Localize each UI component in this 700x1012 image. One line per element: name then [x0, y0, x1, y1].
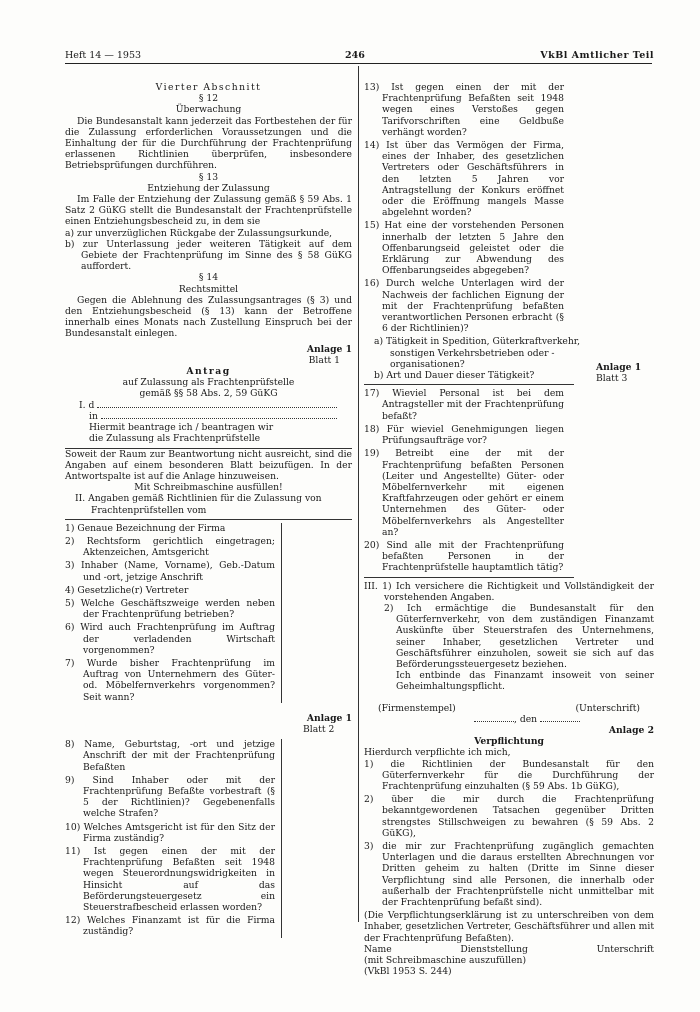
name-label: Name	[364, 943, 392, 955]
question-item: 20) Sind alle mit der Frachtenprüfung befaßten Personen in der Frachtenprüfstelle hauptamtlich tätig?	[364, 539, 564, 574]
question-item: 10) Welches Amtsgericht ist für den Sitz der Firma zuständig?	[65, 821, 275, 844]
signature-row	[364, 703, 654, 714]
question-item: 19) Betreibt eine der mit der Frachtenprüfung befaßten Personen (Leiter und Angestellte) Güter- oder Möbelfernverkehr mit eigenen Kraftfahrzeugen oder gehört er einem Unternehmen des Güter- oder Möbelfernverkehrs als Angestellter an?	[364, 448, 564, 538]
question-item: 2) Rechtsform gerichtlich eingetragen; Aktenzeichen, Amtsgericht	[65, 535, 275, 559]
left-column	[65, 82, 352, 940]
form-in-line	[65, 411, 352, 422]
form-hier1: Hiermit beantrage ich / beantragen wir	[89, 422, 274, 434]
hierdurch: Hierdurch verpflichte ich mich,	[364, 747, 511, 759]
verpflichtung-item: 1) die Richtlinien der Bundesanstalt für den Güterfernverkehr für die Durchführung der Frachtenprüfung einzuhalten (§ 59 Abs. 1b GüKG),	[364, 758, 654, 792]
mit-schreib2: (mit Schreibmaschine auszufüllen)	[364, 955, 527, 967]
item-16b: b) Art und Dauer dieser Tätigkeit?	[374, 370, 535, 382]
p13-title: Entziehung der Zulassung	[147, 182, 270, 194]
p14-text: Gegen die Ablehnung des Zulassungsantrages (§ 3) und den Entziehungsbescheid (§ 13) kann der Betroffene innerhalb eines Monats nach Zustellung Einspruch bei der Bundesanstalt einlegen.	[65, 294, 352, 340]
verpflichtung-items	[364, 759, 654, 909]
item-16a: a) Tätigkeit in Spedition, Güterkraftverkehr, sonstigen Verkehrsbetrieben oder -organisationen?	[374, 336, 581, 370]
iii-3: Ich entbinde das Finanzamt insoweit von seiner Geheimhaltungspflicht.	[396, 670, 654, 693]
antrag-sub1: auf Zulassung als Frachtenprüfstelle	[122, 377, 295, 389]
form-in: in	[89, 410, 98, 422]
form-i-field[interactable]	[97, 407, 337, 408]
items-list-1	[65, 523, 282, 703]
question-item: 7) Wurde bisher Frachtenprüfung im Auftrag von Unternehmern des Güter- od. Möbelfernverkehrs vorgenommen? Seit wann?	[65, 657, 275, 703]
antrag-title: Antrag	[186, 366, 231, 378]
p14-num: § 14	[198, 272, 219, 284]
sign-fields-row	[364, 944, 654, 955]
p13-a: a) zur unverzüglichen Rückgabe der Zulassungsurkunde,	[65, 227, 333, 239]
header-rule	[65, 63, 652, 64]
verpflichtung-title: Verpflichtung	[474, 736, 544, 748]
vkbl-ref: (VkBl 1953 S. 244)	[364, 966, 452, 978]
question-item: 18) Für wieviel Genehmigungen liegen Prüfungsaufträge vor?	[364, 423, 564, 447]
question-item: 9) Sind Inhaber oder mit der Frachtenprüfung Befaßte vorbestraft (§ 5 der Richtlinien)? Gegebenenfalls welche Strafen?	[65, 774, 275, 820]
p13-b: b) zur Unterlassung jeder weiteren Tätigkeit auf dem Gebiete der Frachtenprüfung im Sinne des § 58 GüKG auffordert.	[65, 238, 352, 273]
question-item: 14) Ist über das Vermögen der Firma, eines der Inhaber, des gesetzlichen Vertreters oder Geschäftsführers in den letzten 5 Jahren vor Antragstellung der Konkurs eröffnet oder die Eröffnung mangels Masse abgelehnt worden?	[364, 140, 564, 219]
blatt3-label: Blatt 3	[596, 373, 628, 385]
form-hier2: die Zulassung als Frachtenprüfstelle	[89, 433, 261, 445]
question-item: 12) Welches Finanzamt ist für die Firma zuständig?	[65, 915, 275, 938]
header-journal: VkBl Amtlicher Teil	[540, 50, 654, 61]
verpflichtung-item: 3) die mir zur Frachtenprüfung zugänglich gemachten Unterlagen und die daraus erstellten Abrechnungen vor Dritten geheim zu halten (Dritte im Sinne dieser Verpflichtung sind alle Personen, die innerhalb oder außerhalb der Frachtenprüfstelle nicht unmittelbar mit der Frachtenprüfung befaßt sind).	[364, 841, 654, 909]
form-i-line	[65, 400, 352, 411]
p12-title: Überwachung	[175, 104, 242, 116]
items-list-3	[364, 82, 564, 334]
anlage2-label: Anlage 2	[608, 724, 654, 736]
p14-title: Rechtsmittel	[178, 283, 239, 295]
items-list-4	[364, 388, 564, 573]
iii-2: 2) Ich ermächtige die Bundesanstalt für den Güterfernverkehr, von dem zuständigen Finanzamt Auskünfte über Steuerstrafen des Unternehmens, seiner Inhaber, gesetzlichen Vertreter und Geschäftsführer einzuholen, soweit sie sich auf das Beförderungssteuergesetz beziehen.	[384, 602, 654, 670]
column-divider	[358, 66, 359, 922]
verpflichtung-item: 2) über die mir durch die Frachtenprüfung bekanntgewordenen Tatsachen gegenüber Dritten strengstes Stillschweigen zu bewahren (§ 59 Abs. 2 GüKG),	[364, 794, 654, 839]
blatt1-label: Blatt 1	[308, 354, 340, 366]
iii-1: III. 1) Ich versichere die Richtigkeit und Vollständigkeit der vorstehenden Angaben.	[364, 580, 654, 603]
form-in-field[interactable]	[101, 418, 337, 419]
items-list-2	[65, 739, 282, 937]
den-label: , den	[514, 713, 538, 725]
question-item: 8) Name, Geburtstag, -ort und jetzige Anschrift der mit der Frachtenprüfung Befaßten	[65, 739, 275, 773]
header-page-number: 246	[345, 50, 365, 61]
dienststellung-label: Dienststellung	[460, 943, 528, 955]
unterschrift: (Unterschrift)	[575, 702, 640, 714]
right-column	[364, 82, 654, 977]
verpf-note: (Die Verpflichtungserklärung ist zu unterschreiben von dem Inhaber, gesetzlichen Vertreter, Geschäftsführer und allen mit der Frachtenprüfung Befaßten).	[364, 910, 655, 944]
question-item: 11) Ist gegen einen der mit der Frachtenprüfung Befaßten seit 1948 wegen Steuerordnungswidrigkeiten in Hinsicht auf das Beförderungsteuergesetz ein Steuerstrafbescheid erlassen worden?	[65, 846, 275, 914]
anlage1b-label: Anlage 1	[306, 712, 352, 724]
anlage1c-label: Anlage 1	[596, 362, 642, 374]
header-issue: Heft 14 — 1953	[65, 50, 142, 61]
antrag-sub2: gemäß §§ 58 Abs. 2, 59 GüKG	[139, 388, 278, 400]
blatt2-label: Blatt 2	[303, 723, 335, 735]
p13-num: § 13	[198, 171, 219, 183]
mit-schreib: Mit Schreibmaschine ausfüllen!	[134, 482, 283, 494]
section-ii: II. Angaben gemäß Richtlinien für die Zulassung von Frachtenprüfstellen vom	[75, 493, 322, 516]
soweit-text: Soweit der Raum zur Beantwortung nicht ausreicht, sind die Angaben auf einem besonderen Blatt beizufügen. In der Antwortspalte ist auf die Anlage hinzuweisen.	[65, 448, 352, 482]
question-item: 15) Hat eine der vorstehenden Personen innerhalb der letzten 5 Jahre den Offenbarungseid geleistet oder die Erklärung zur Abwendung des Offenbarungseides abgegeben?	[364, 220, 564, 277]
p12-num: § 12	[198, 93, 219, 105]
question-item: 16) Durch welche Unterlagen wird der Nachweis der fachlichen Eignung der mit der Frachtenprüfung befaßten verantwortlichen Personen erbracht (§ 6 der Richtlinien)?	[364, 278, 564, 335]
question-item: 3) Inhaber (Name, Vorname), Geb.-Datum und -ort, jetzige Anschrift	[65, 560, 275, 583]
section-title: Vierter Abschnitt	[155, 82, 262, 93]
question-item: 1) Genaue Bezeichnung der Firma	[65, 522, 226, 534]
p13-text: Im Falle der Entziehung der Zulassung gemäß § 59 Abs. 1 Satz 2 GüKG stellt die Bundesanstalt der Frachtenprüfstelle einen Entziehungsbescheid zu, in dem sie	[65, 194, 352, 228]
question-item: 6) Wird auch Frachtenprüfung im Auftrag der verladenden Wirtschaft vorgenommen?	[65, 622, 275, 656]
anlage1-label: Anlage 1	[306, 343, 352, 355]
form-i: I. d	[79, 399, 95, 411]
question-item: 17) Wieviel Personal ist bei dem Antragsteller mit der Frachtenprüfung befaßt?	[364, 388, 564, 422]
den-line	[364, 714, 654, 725]
p12-text: Die Bundesanstalt kann jederzeit das Fortbestehen der für die Zulassung erforderlichen Voraussetzungen und die Einhaltung der für die Durchführung der Frachtenprüfung erlassenen Richtlinien überprüfen, insbesondere Betriebsprüfungen durchführen.	[65, 115, 352, 172]
question-item: 4) Gesetzliche(r) Vertreter	[65, 584, 189, 596]
question-item: 13) Ist gegen einen der mit der Frachtenprüfung Befaßten seit 1948 wegen eines Verstoßes gegen Tarifvorschriften eine Geldbuße verhängt worden?	[364, 82, 564, 138]
question-item: 5) Welche Geschäftszweige werden neben der Frachtenprüfung betrieben?	[65, 597, 275, 621]
unterschrift2-label: Unterschrift	[596, 943, 654, 955]
firmenstempel: (Firmenstempel)	[378, 702, 456, 714]
